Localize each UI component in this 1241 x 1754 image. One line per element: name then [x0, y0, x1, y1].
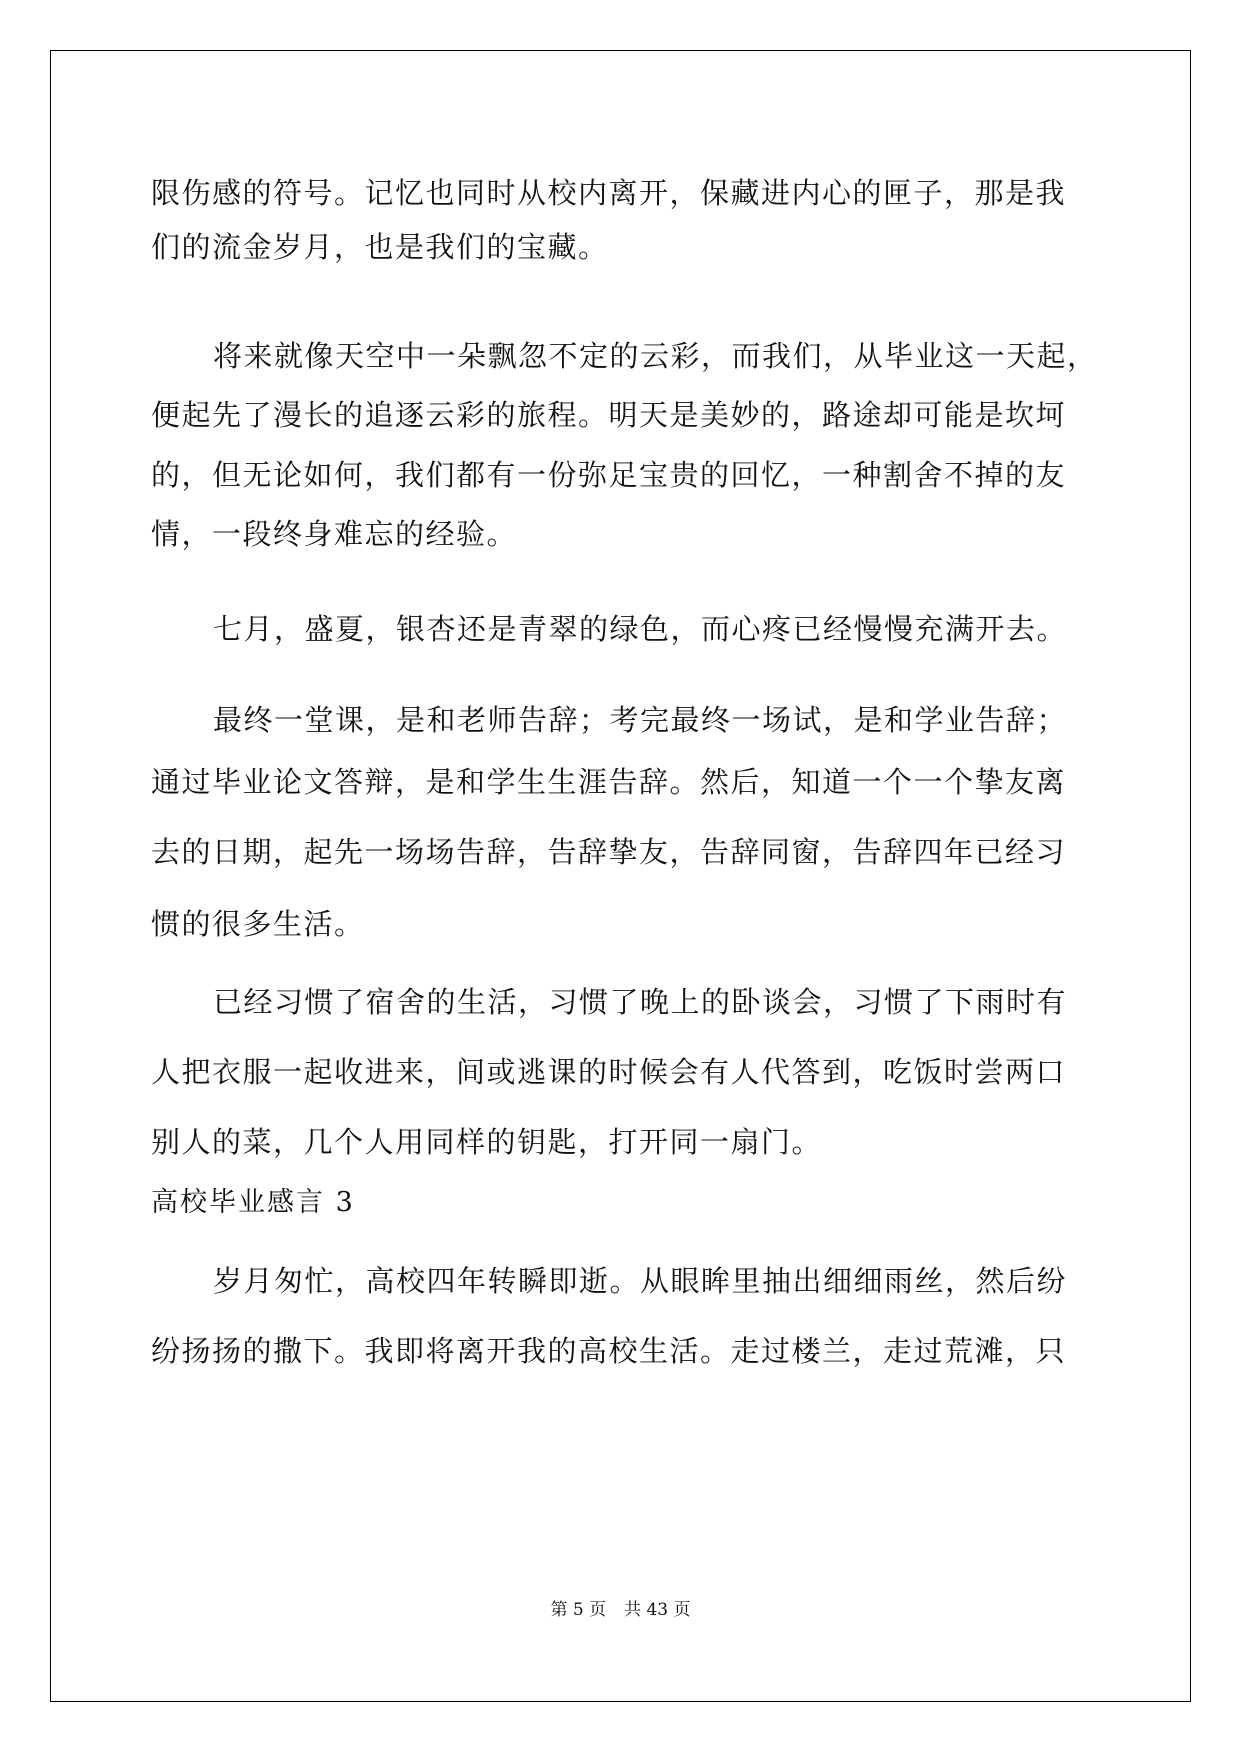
page-border — [50, 50, 1191, 1702]
text-line: 情，一段终身难忘的经验。 — [151, 517, 518, 551]
text-line: 人把衣服一起收进来，间或逃课的时候会有人代答到，吃饭时尝两口 — [151, 1055, 1067, 1089]
text-line: 惯的很多生活。 — [151, 907, 365, 941]
text-line: 便起先了漫长的追逐云彩的旅程。明天是美妙的，路途却可能是坎坷 — [151, 398, 1067, 432]
text-line: 去的日期，起先一场场告辞，告辞挚友，告辞同窗，告辞四年已经习 — [151, 835, 1067, 869]
page-footer — [0, 1595, 1241, 1620]
text-line: 的，但无论如何，我们都有一份弥足宝贵的回忆，一种割舍不掉的友 — [151, 458, 1067, 492]
text-line: 限伤感的符号。记忆也同时从校内离开，保藏进内心的匣子，那是我 — [151, 176, 1067, 210]
text-line: 岁月匆忙，高校四年转瞬即逝。从眼眸里抽出细细雨丝，然后纷 — [213, 1264, 1068, 1298]
text-line: 通过毕业论文答辩，是和学生生涯告辞。然后，知道一个一个挚友离 — [151, 765, 1067, 799]
page-number: 第 5 页 — [550, 1600, 607, 1620]
text-line: 们的流金岁月，也是我们的宝藏。 — [151, 230, 609, 264]
text-line: 将来就像天空中一朵飘忽不定的云彩，而我们，从毕业这一天起， — [213, 339, 1098, 373]
text-line: 七月，盛夏，银杏还是青翠的绿色，而心疼已经慢慢充满开去。 — [213, 612, 1068, 646]
section-heading: 高校毕业感言 3 — [151, 1187, 355, 1218]
text-line: 别人的菜，几个人用同样的钥匙，打开同一扇门。 — [151, 1125, 823, 1159]
text-line: 纷扬扬的撒下。我即将离开我的高校生活。走过楼兰，走过荒滩，只 — [151, 1334, 1067, 1368]
text-line: 已经习惯了宿舍的生活，习惯了晚上的卧谈会，习惯了下雨时有 — [213, 985, 1068, 1019]
text-line: 最终一堂课，是和老师告辞；考完最终一场试，是和学业告辞； — [213, 703, 1068, 737]
page-total: 共 43 页 — [624, 1600, 691, 1620]
